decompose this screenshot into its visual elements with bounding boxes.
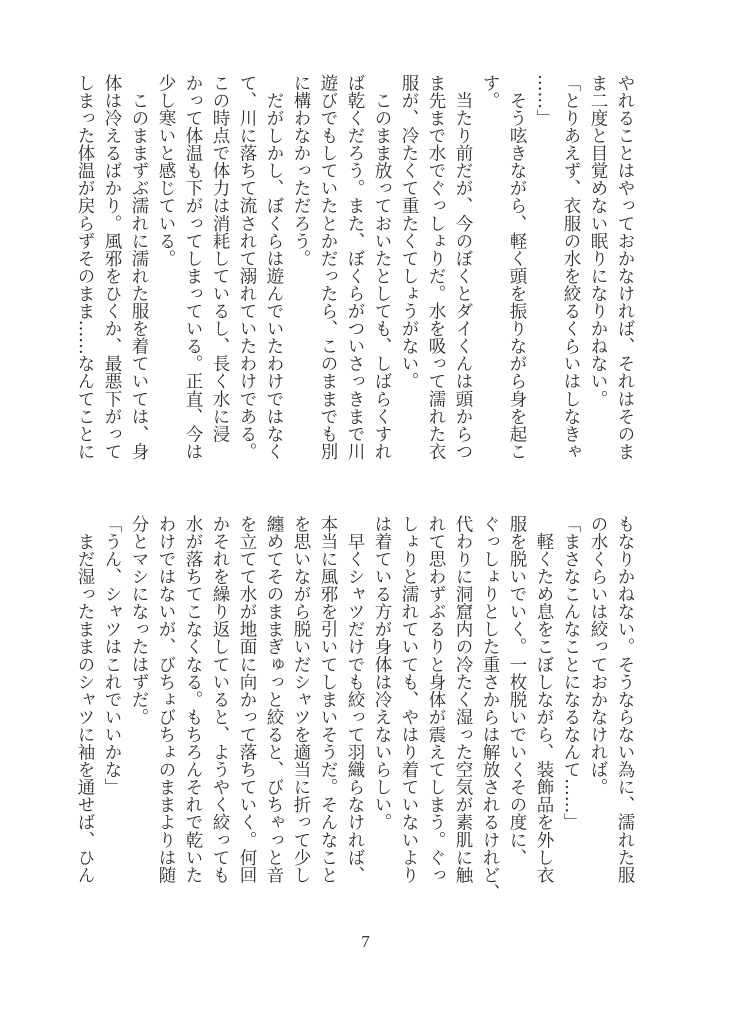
text-column: に構わなかっただろう。	[291, 74, 311, 268]
text-column: 当たり前だが、今のぼくとダイくんは頭からつ	[453, 74, 473, 461]
text-column: ……」	[534, 74, 554, 127]
text-column: 服が、冷たくて重たくてしょうがない。	[399, 74, 419, 390]
text-column: 軽くため息をこぼしながら、装飾品を外し衣	[534, 515, 554, 884]
text-column: の水くらいは絞っておかなければ。	[588, 515, 608, 796]
text-column: しまった体温が戻らずそのまま……なんてことに	[75, 74, 95, 461]
text-column: を立てて水が地面に向かって落ちていく。何回	[237, 515, 257, 884]
text-column: 分とマシになったはずだ。	[129, 515, 149, 726]
text-column: ば乾くだろう。また、ぼくらがついさっきまで川	[345, 74, 365, 461]
text-column: を思いながら脱いだシャツを適当に折って少し	[291, 515, 311, 884]
text-column: す。	[480, 74, 500, 110]
text-column: れて思わずぶるりと身体が震えてしまう。ぐっ	[426, 515, 446, 884]
lower-text-tier	[71, 515, 638, 905]
text-column: そう呟きながら、軽く頭を振りながら身を起こ	[507, 74, 527, 461]
text-column: 水が落ちてこなくなる。もちろんそれで乾いた	[183, 515, 203, 884]
text-column: ま先まで水でぐっしょりだ。水を吸って濡れた衣	[426, 74, 446, 461]
text-column: しょりと濡れていても、やはり着ていないより	[399, 515, 419, 884]
text-column: 遊びでもしていたとかだったら、このままでも別	[318, 74, 338, 461]
text-column: やれることはやっておかなければ、それはそのま	[615, 74, 635, 461]
text-column: かそれを繰り返していると、ようやく絞っても	[210, 515, 230, 884]
text-column: 体は冷えるばかり。風邪をひくか、最悪下がって	[102, 74, 122, 461]
text-column: 「うん、シャツはこれでいいかな」	[102, 515, 122, 796]
text-column: て、川に落ちて流されて溺れていたわけである。	[237, 74, 257, 461]
text-column: 少し寒いと感じている。	[156, 74, 176, 268]
text-column: ま二度と目覚めない眠りになりかねない。	[588, 74, 608, 408]
text-column: このままずぶ濡れに濡れた服を着ていては、身	[129, 74, 149, 461]
text-column: 纏めてそのままぎゅっと絞ると、びちゃっと音	[264, 515, 284, 884]
upper-text-tier	[71, 74, 638, 464]
text-column: だがしかし、ぼくらは遊んでいたわけではなく	[264, 74, 284, 461]
text-column: この時点で体力は消耗しているし、長く水に浸	[210, 74, 230, 443]
page-number: 7	[361, 932, 370, 951]
text-column: かって体温も下がってしまっている。正直、今は	[183, 74, 203, 461]
text-column: このまま放っておいたとしても、しばらくすれ	[372, 74, 392, 461]
text-column: もなりかねない。そうならない為に、濡れた服	[615, 515, 635, 884]
text-column: は着ている方が身体は冷えないらしい。	[372, 515, 392, 831]
text-column: 服を脱いでいく。一枚脱いでいくその度に、	[507, 515, 527, 866]
text-column: 「まさなこんなことになるなんて……」	[561, 515, 581, 831]
text-column: 代わりに洞窟内の冷たく湿った空気が素肌に触	[453, 515, 473, 884]
text-column: まだ湿ったままのシャツに袖を通せば、ひん	[75, 515, 95, 884]
text-column: ぐっしょりとした重さからは解放されるけれど、	[480, 515, 500, 902]
text-column: 早くシャツだけでも絞って羽織らなければ、	[345, 515, 365, 884]
text-column: わけではないが、びちょびちょのままよりは随	[156, 515, 176, 884]
text-column: 「とりあえず、衣服の水を絞るくらいはしなきゃ	[561, 74, 581, 461]
text-column: 本当に風邪を引いてしまいそうだ。そんなこと	[318, 515, 338, 884]
